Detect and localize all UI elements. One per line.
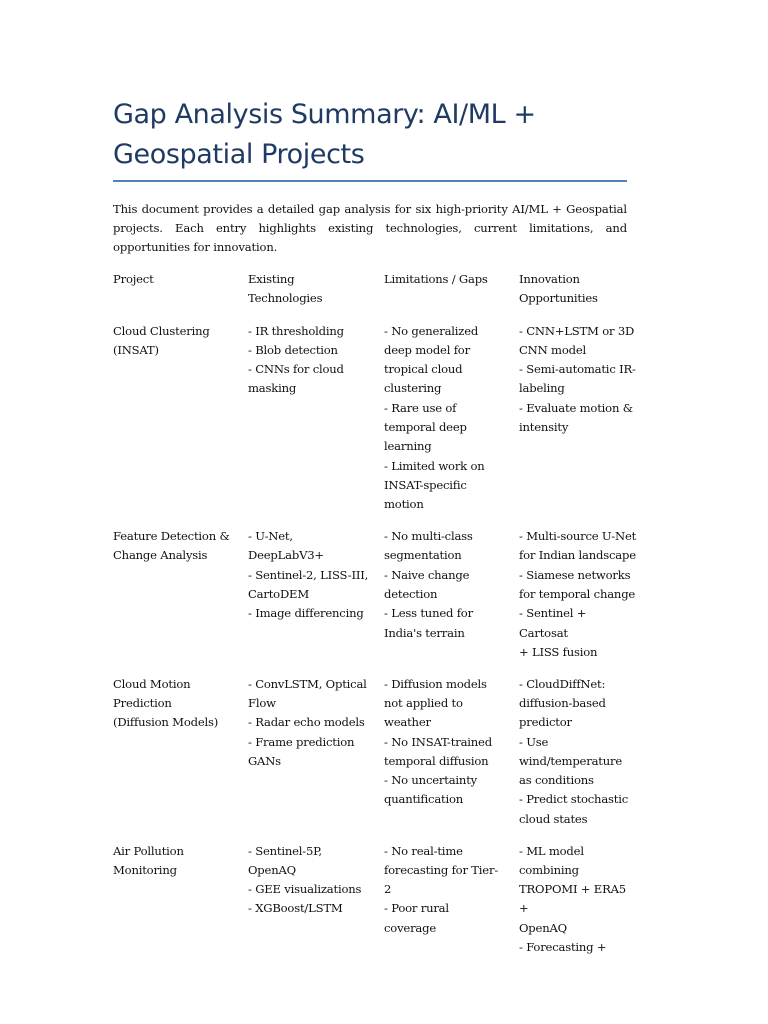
cell-limitations: - Diffusion models not applied to weather - No INSAT-trained temporal diffusion - No uncertainty quantification xyxy=(384,676,492,807)
header-limitations-gaps: Limitations / Gaps xyxy=(384,272,488,286)
gap-analysis-table xyxy=(113,270,643,970)
cell-project: Cloud Clustering (INSAT) xyxy=(113,323,210,357)
cell-existing: - ConvLSTM, Optical Flow - Radar echo models - Frame prediction GANs xyxy=(248,676,367,768)
header-project: Project xyxy=(113,272,154,286)
cell-innovation: - CloudDiffNet: diffusion-based predictor - Use wind/temperature as conditions - Predict stochastic cloud states xyxy=(519,676,629,826)
title-divider xyxy=(113,180,627,182)
table-row xyxy=(113,842,643,970)
cell-existing: - U-Net, DeepLabV3+ - Sentinel-2, LISS-III, CartoDEM - Image differencing xyxy=(248,529,369,621)
table-row xyxy=(113,527,643,675)
document-title: Gap Analysis Summary: AI/ML + Geospatial Projects xyxy=(113,99,536,170)
cell-project: Air Pollution Monitoring xyxy=(113,843,184,877)
cell-limitations: - No generalized deep model for tropical cloud clustering - Rare use of temporal deep learning - Limited work on INSAT-specific motion xyxy=(384,323,485,512)
cell-project: Feature Detection & Change Analysis xyxy=(113,529,230,563)
header-existing-technologies: Existing Technologies xyxy=(248,272,323,306)
cell-limitations: - No real-time forecasting for Tier- 2 - Poor rural coverage xyxy=(384,843,499,935)
cell-innovation: - Multi-source U-Net for Indian landscape - Siamese networks for temporal change - Sentinel + Cartosat + LISS fusion xyxy=(519,529,637,659)
table-row xyxy=(113,675,643,842)
cell-innovation: - ML model combining TROPOMI + ERA5 + OpenAQ - Forecasting + xyxy=(519,843,626,954)
table-row xyxy=(113,322,643,527)
intro-paragraph: This document provides a detailed gap analysis for six high-priority AI/ML + Geospatial projects. Each entry highlights existing technologies, current limitations, and opportunities for innovation. xyxy=(113,202,627,254)
cell-project: Cloud Motion Prediction (Diffusion Models) xyxy=(113,676,219,730)
header-innovation-opportunities: Innovation Opportunities xyxy=(519,272,598,306)
cell-limitations: - No multi-class segmentation - Naive change detection - Less tuned for India's terrain xyxy=(384,529,473,640)
table-header-row xyxy=(113,270,643,322)
cell-innovation: - CNN+LSTM or 3D CNN model - Semi-automatic IR- labeling - Evaluate motion & intensity xyxy=(519,323,636,435)
cell-existing: - Sentinel-5P, OpenAQ - GEE visualizations - XGBoost/LSTM xyxy=(248,843,362,916)
cell-existing: - IR thresholding - Blob detection - CNNs for cloud masking xyxy=(248,323,344,396)
